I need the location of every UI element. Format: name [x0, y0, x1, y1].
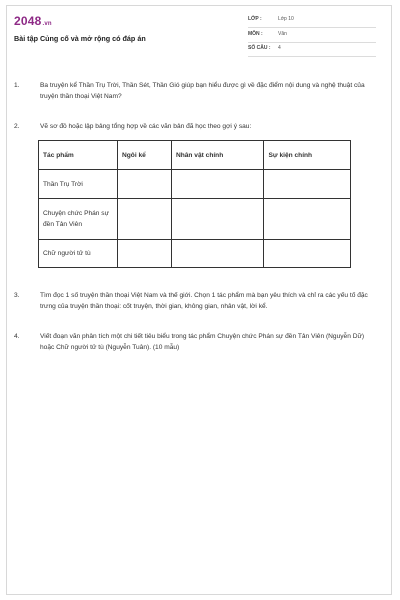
table-cell — [264, 199, 351, 240]
question-number: 3. — [14, 292, 20, 299]
meta-label: LỚP : — [248, 16, 262, 22]
table-cell — [171, 240, 264, 268]
table-cell — [264, 240, 351, 268]
meta-row-subject — [248, 29, 376, 43]
table-row — [39, 170, 351, 199]
question-1 — [14, 80, 374, 102]
table-cell: Chuyện chức Phán sự đền Tản Viên — [39, 199, 118, 240]
table-cell — [171, 199, 264, 240]
question-2 — [14, 121, 374, 132]
table-cell: Chữ người tử tù — [39, 240, 118, 268]
question-text: Ba truyện kể Thần Trụ Trời, Thần Sét, Thần Gió giúp bạn hiểu được gì về đặc điểm nội dung và nghệ thuật của truyện thần thoại Việt Nam? — [40, 82, 365, 100]
summary-table — [38, 140, 351, 268]
site-logo[interactable] — [14, 14, 52, 28]
table-header-cell: Tác phẩm — [39, 141, 118, 170]
table-cell — [118, 199, 172, 240]
table-row — [39, 240, 351, 268]
question-text: Viết đoạn văn phân tích một chi tiết tiêu biểu trong tác phẩm Chuyện chức Phán sự đền Tản Viên (Nguyễn Dữ) hoặc Chữ người tử tù (Nguyễn Tuân). (10 mẫu) — [40, 333, 365, 351]
question-number: 1. — [14, 82, 20, 89]
question-number: 4. — [14, 333, 20, 340]
question-number: 2. — [14, 123, 20, 130]
table-cell — [118, 240, 172, 268]
table-header-row — [39, 141, 351, 170]
question-4 — [14, 331, 374, 353]
logo-main: 2048 — [14, 14, 42, 28]
table-header-cell: Nhân vật chính — [171, 141, 264, 170]
table-cell — [264, 170, 351, 199]
meta-label: MÔN : — [248, 31, 263, 37]
table-row — [39, 199, 351, 240]
meta-row-class — [248, 14, 376, 28]
table-cell — [118, 170, 172, 199]
table-header-cell: Sự kiện chính — [264, 141, 351, 170]
meta-label: SỐ CÂU : — [248, 45, 271, 51]
meta-value: 4 — [278, 45, 281, 51]
meta-value: Lớp 10 — [278, 16, 294, 22]
meta-value: Văn — [278, 31, 287, 37]
meta-row-count — [248, 43, 376, 57]
table-cell — [171, 170, 264, 199]
question-text: Vẽ sơ đồ hoặc lập bảng tổng hợp về các văn bản đã học theo gợi ý sau: — [40, 123, 252, 130]
question-3 — [14, 290, 374, 312]
table-header-cell: Ngôi kể — [118, 141, 172, 170]
question-text: Tìm đọc 1 số truyện thần thoại Việt Nam và thế giới. Chọn 1 tác phẩm mà bạn yêu thích và chỉ ra các yếu tố đặc trưng của truyện thần thoại: cốt truyện, thời gian, không gian, nhân vật, lời kể. — [40, 292, 368, 310]
document-title: Bài tập Củng cố và mở rộng có đáp án — [14, 34, 146, 43]
logo-tld: .vn — [42, 21, 52, 27]
table-cell: Thần Trụ Trời — [39, 170, 118, 199]
